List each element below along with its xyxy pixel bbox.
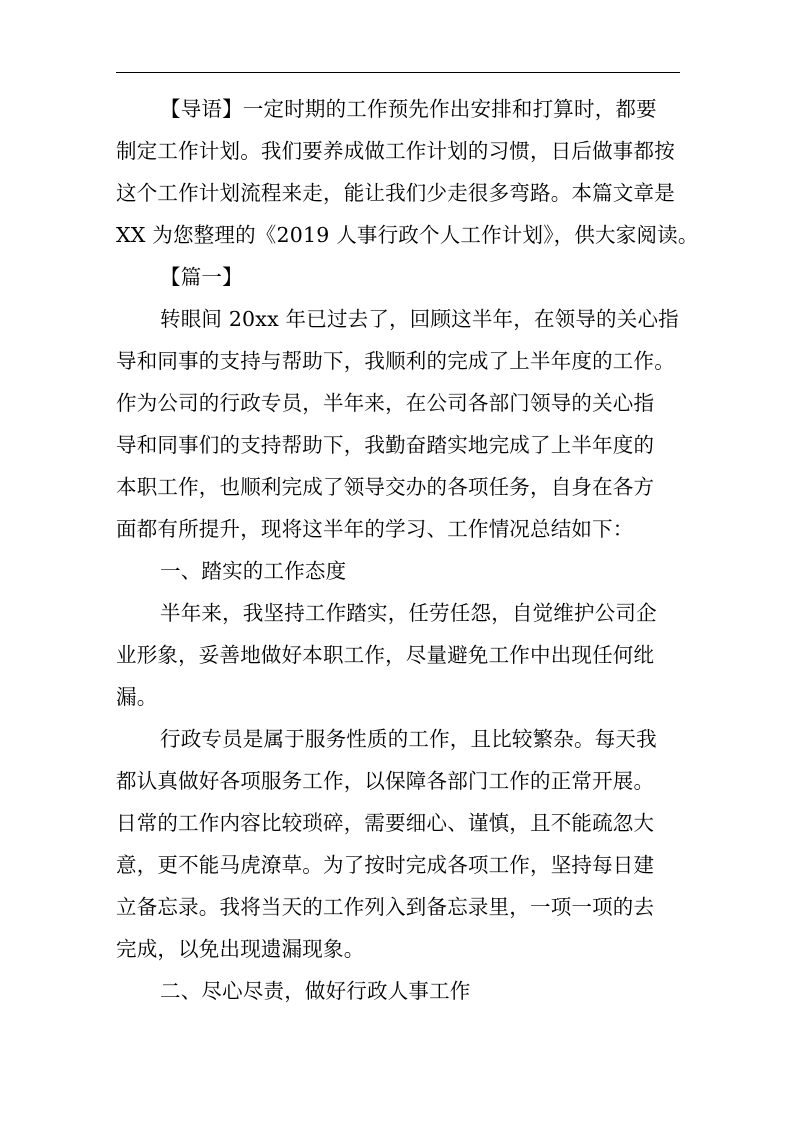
paragraph-line: 意，更不能马虎潦草。为了按时完成各项工作，坚持每日建	[116, 853, 655, 877]
part-one-heading	[116, 256, 686, 298]
document-body	[116, 88, 699, 1012]
intro-paragraph	[116, 88, 699, 256]
paragraph-line: 导和同事们的支持帮助下，我勤奋踏实地完成了上半年度的	[116, 433, 655, 457]
heading-line: 【篇一】	[160, 265, 243, 289]
paragraph-line: 日常的工作内容比较琐碎，需要细心、谨慎，且不能疏忽大	[116, 811, 655, 835]
section-one-heading	[116, 550, 686, 592]
paragraph-line: 导和同事的支持与帮助下，我顺利的完成了上半年度的工作。	[116, 349, 675, 373]
heading-line: 二、尽心尽责，做好行政人事工作	[160, 979, 471, 1003]
duties-paragraph	[116, 718, 686, 970]
paragraph-line: 转眼间 20xx 年已过去了，回顾这半年，在领导的关心指	[160, 307, 679, 331]
paragraph-line: 这个工作计划流程来走，能让我们少走很多弯路。本篇文章是	[116, 181, 675, 205]
paragraph-line: 面都有所提升，现将这半年的学习、工作情况总结如下：	[116, 517, 634, 541]
paragraph-line: 作为公司的行政专员，半年来，在公司各部门领导的关心指	[116, 391, 655, 415]
paragraph-line: 制定工作计划。我们要养成做工作计划的习惯，日后做事都按	[116, 139, 675, 163]
heading-line: 一、踏实的工作态度	[160, 559, 347, 583]
paragraph-line: XX 为您整理的《2019 人事行政个人工作计划》，供大家阅读。	[116, 223, 699, 247]
summary-paragraph	[116, 298, 686, 550]
paragraph-line: 立备忘录。我将当天的工作列入到备忘录里，一项一项的去	[116, 895, 655, 919]
paragraph-line: 本职工作，也顺利完成了领导交办的各项任务，自身在各方	[116, 475, 655, 499]
paragraph-line: 都认真做好各项服务工作，以保障各部门工作的正常开展。	[116, 769, 655, 793]
paragraph-line: 行政专员是属于服务性质的工作，且比较繁杂。每天我	[160, 727, 657, 751]
section-two-heading	[116, 970, 686, 1012]
paragraph-line: 完成，以免出现遗漏现象。	[116, 937, 365, 961]
page-header-rule	[116, 72, 680, 73]
attitude-paragraph	[116, 592, 686, 718]
paragraph-line: 半年来，我坚持工作踏实，任劳任怨，自觉维护公司企	[160, 601, 657, 625]
paragraph-line: 漏。	[116, 685, 158, 709]
paragraph-line: 业形象，妥善地做好本职工作，尽量避免工作中出现任何纰	[116, 643, 655, 667]
paragraph-line: 【导语】一定时期的工作预先作出安排和打算时，都要	[160, 97, 657, 121]
